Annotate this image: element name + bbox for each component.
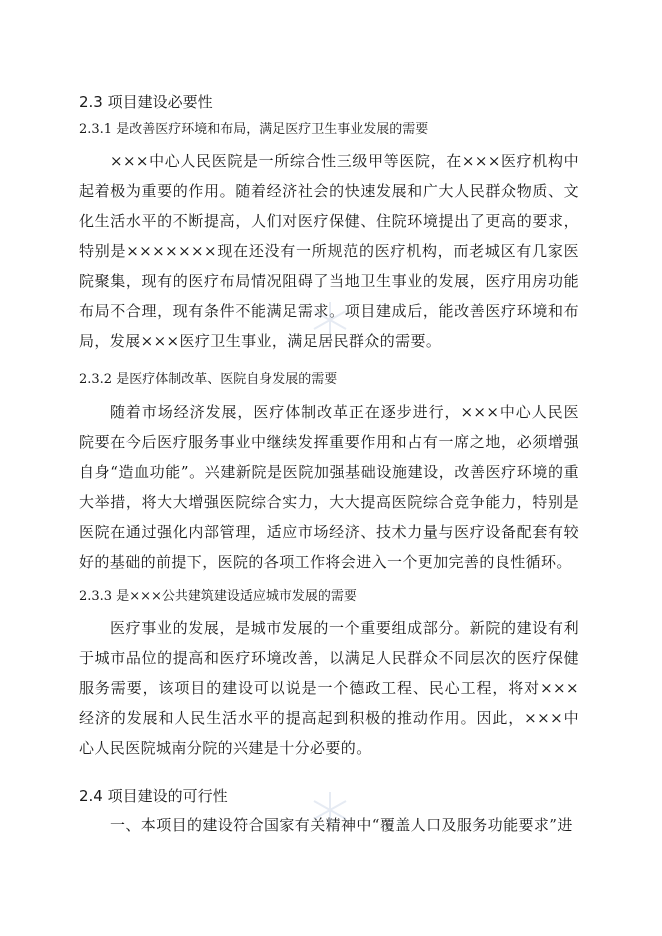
paragraph-2-3-2: 随着市场经济发展，医疗体制改革正在逐步进行，×××中心人民医院要在今后医疗服务事业中继续发挥重要作用和占有一席之地，必须增强自身“造血功能”。兴建新院是医院加强基础设施建设，改善医疗环境的重大举措，将大大增强医院综合实力，大大提高医院综合竞争能力，特别是医院在通过强化内部管理，适应市场经济、技术力量与医疗设备配套有较好的基础的前提下，医院的各项工作将会进入一个更加完善的良性循环。 bbox=[79, 403, 579, 571]
subsection-heading-2-3-3: 2.3.3 是×××公共建筑建设适应城市发展的需要 bbox=[79, 589, 357, 604]
subsection-heading-2-3-2: 2.3.2 是医疗体制改革、医院自身发展的需要 bbox=[79, 372, 338, 387]
section-heading-2-3: 2.3 项目建设必要性 bbox=[79, 93, 213, 111]
section-heading-2-4: 2.4 项目建设的可行性 bbox=[79, 787, 228, 805]
subsection-heading-2-3-1: 2.3.1 是改善医疗环境和布局，满足医疗卫生事业发展的需要 bbox=[79, 122, 429, 137]
snowflake-watermark-icon bbox=[310, 300, 350, 340]
snowflake-watermark-icon bbox=[310, 790, 350, 830]
paragraph-2-4: 一、本项目的建设符合国家有关精神中“覆盖人口及服务功能要求”进 bbox=[110, 816, 573, 834]
paragraph-2-3-1: ×××中心人民医院是一所综合性三级甲等医院，在×××医疗机构中起着极为重要的作用。随着经济社会的快速发展和广大人民群众物质、文化生活水平的不断提高，人们对医疗保健、住院环境提出了更高的要求，特别是×××××××现在还没有一所规范的医疗机构，而老城区有几家医院聚集，现有的医疗布局情况阻碍了当地卫生事业的发展，医疗用房功能布局不合理，现有条件不能满足需求。项目建成后，能改善医疗环境和布局，发展×××医疗卫生事业，满足居民群众的需要。 bbox=[79, 152, 579, 350]
paragraph-2-3-3: 医疗事业的发展，是城市发展的一个重要组成部分。新院的建设有利于城市品位的提高和医疗环境改善，以满足人民群众不同层次的医疗保健服务需要，该项目的建设可以说是一个德政工程、民心工程，将对×××经济的发展和人民生活水平的提高起到积极的推动作用。因此，×××中心人民医院城南分院的兴建是十分必要的。 bbox=[79, 619, 579, 757]
